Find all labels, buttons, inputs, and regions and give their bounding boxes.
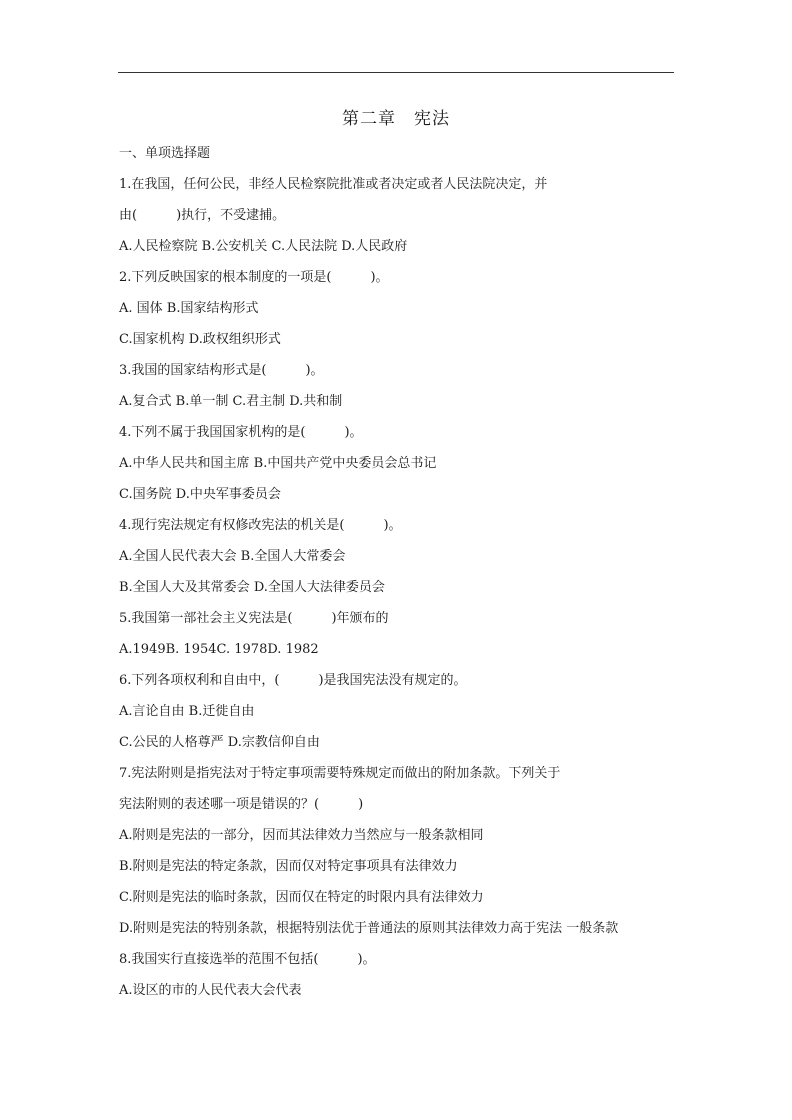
- question-1-options: A.人民检察院 B.公安机关 C.人民法院 D.人民政府: [119, 239, 408, 254]
- question-list: [119, 142, 679, 1010]
- question-6-options-a: A.言论自由 B.迁徙自由: [119, 704, 255, 719]
- question-3-stem: 3.我国的国家结构形式是( )。: [119, 363, 324, 378]
- question-1-stem: 1.在我国，任何公民，非经人民检察院批准或者决定或者人民法院决定，并: [119, 177, 548, 192]
- question-2-options-b: C.国家机构 D.政权组织形式: [119, 332, 281, 347]
- question-2-stem: 2.下列反映国家的根本制度的一项是( )。: [119, 270, 389, 285]
- question-4b-options-b: B.全国人大及其常委会 D.全国人大法律委员会: [119, 580, 385, 595]
- question-7-option-d: D.附则是宪法的特别条款，根据特别法优于普通法的原则其法律效力高于宪法 一般条款: [119, 921, 619, 936]
- question-2-options-a: A. 国体 B.国家结构形式: [119, 301, 259, 316]
- page-title: 第二章 宪法: [342, 109, 450, 129]
- question-8-option-a: A.设区的市的人民代表大会代表: [119, 983, 302, 998]
- question-6-options-b: C.公民的人格尊严 D.宗教信仰自由: [119, 735, 320, 750]
- question-6-stem: 6.下列各项权利和自由中，( )是我国宪法没有规定的。: [119, 673, 467, 688]
- question-7-stem: 7.宪法附则是指宪法对于特定事项需要特殊规定而做出的附加条款。下列关于: [119, 766, 561, 781]
- question-7-stem-cont: 宪法附则的表述哪一项是错误的？( ): [119, 797, 364, 812]
- question-1-stem-cont: 由( )执行，不受逮捕。: [119, 208, 286, 223]
- question-3-options: A.复合式 B.单一制 C.君主制 D.共和制: [119, 394, 343, 409]
- header-rule: [118, 72, 674, 73]
- question-5-stem: 5.我国第一部社会主义宪法是( )年颁布的: [119, 611, 389, 626]
- question-4b-options-a: A.全国人民代表大会 B.全国人大常委会: [119, 549, 346, 564]
- question-7-option-b: B.附则是宪法的特定条款，因而仅对特定事项具有法律效力: [119, 859, 458, 874]
- question-4-options-b: C.国务院 D.中央军事委员会: [119, 487, 281, 502]
- question-4b-stem: 4.现行宪法规定有权修改宪法的机关是( )。: [119, 518, 402, 533]
- question-5-options: A.1949B. 1954C. 1978D. 1982: [119, 642, 319, 657]
- section-heading: 一、单项选择题: [119, 146, 211, 161]
- question-4-options-a: A.中华人民共和国主席 B.中国共产党中央委员会总书记: [119, 456, 437, 471]
- question-7-option-a: A.附则是宪法的一部分，因而其法律效力当然应与一般条款相同: [119, 828, 484, 843]
- question-4-stem: 4.下列不属于我国国家机构的是( )。: [119, 425, 363, 440]
- question-7-option-c: C.附则是宪法的临时条款，因而仅在特定的时限内具有法律效力: [119, 890, 484, 905]
- question-8-stem: 8.我国实行直接选举的范围不包括( )。: [119, 952, 376, 967]
